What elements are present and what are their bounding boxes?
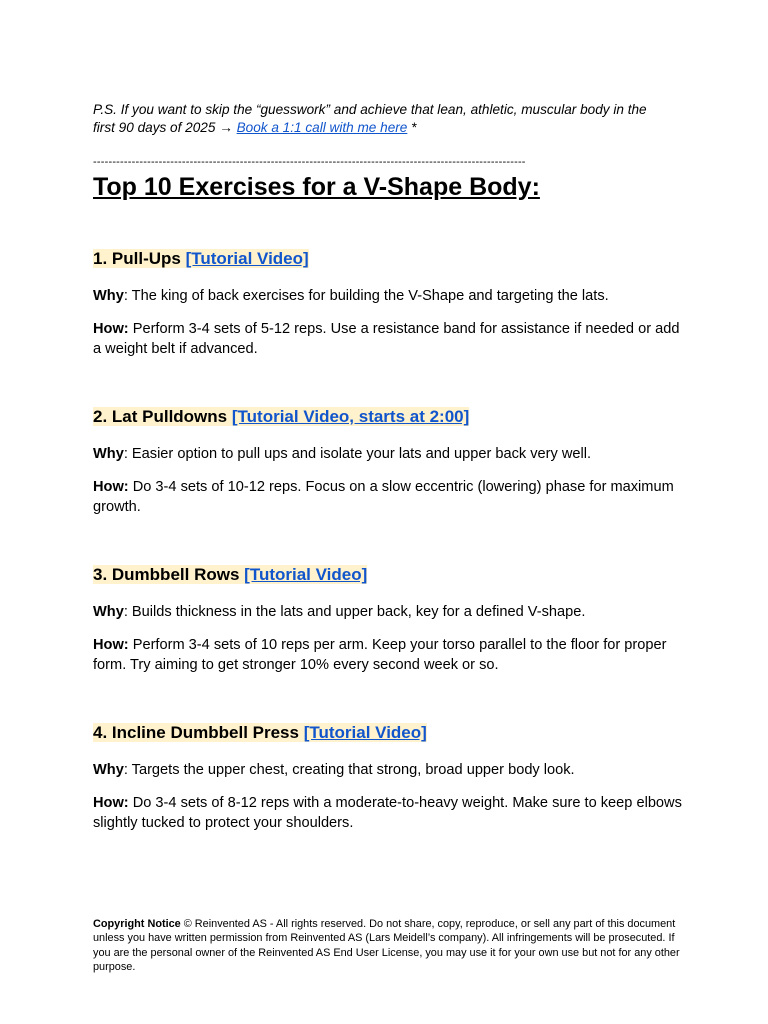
why-body-2: : Easier option to pull ups and isolate your lats and upper back very well. xyxy=(123,446,592,462)
how-text-4 xyxy=(93,793,683,833)
dashed-divider: ---------------------------------------------------------------------------------------------------------------- xyxy=(93,156,526,168)
how-body-4: Do 3-4 sets of 8-12 reps with a moderate-to-heavy weight. Make sure to keep elbows slightly tucked to protect your shoulders. xyxy=(93,795,682,831)
why-text-4 xyxy=(93,760,683,780)
how-body-2: Do 3-4 sets of 10-12 reps. Focus on a slow eccentric (lowering) phase for maximum growth. xyxy=(93,479,674,515)
exercise-heading-3 xyxy=(93,564,683,586)
tutorial-video-link-3[interactable]: [Tutorial Video] xyxy=(244,565,368,584)
why-text-1 xyxy=(93,286,683,306)
how-text-1 xyxy=(93,319,683,359)
exercise-heading-2 xyxy=(93,406,683,428)
exercise-heading-4 xyxy=(93,722,683,744)
copyright-notice xyxy=(93,917,683,975)
why-label-1: Why xyxy=(93,288,124,304)
why-text-2 xyxy=(93,444,683,464)
how-body-3: Perform 3-4 sets of 10 reps per arm. Keep your torso parallel to the floor for proper form. Try aiming to get stronger 10% every second week or so. xyxy=(93,637,667,673)
how-text-3 xyxy=(93,635,683,675)
how-label-3: How: xyxy=(93,637,129,653)
why-body-4: : Targets the upper chest, creating that strong, broad upper body look. xyxy=(123,762,575,778)
how-label-2: How: xyxy=(93,479,129,495)
tutorial-video-link-4[interactable]: [Tutorial Video] xyxy=(303,723,427,742)
exercise-title-2: 2. Lat Pulldowns xyxy=(93,407,228,426)
exercise-title-4: 4. Incline Dumbbell Press xyxy=(93,723,299,742)
exercise-section-4 xyxy=(93,722,683,831)
copyright-label: Copyright Notice xyxy=(93,917,181,930)
how-label-4: How: xyxy=(93,795,129,811)
exercise-section-3 xyxy=(93,564,683,673)
exercise-section-2 xyxy=(93,406,683,515)
copyright-text: © Reinvented AS - All rights reserved. Do not share, copy, reproduce, or sell any part of this document unless you have written permission from Reinvented AS (Lars Meidell’s company). All infringements will be prosecuted. If you are the personal owner of the Reinvented AS End User License, you may use it for your own use but not for any other purpose. xyxy=(93,917,680,974)
book-call-link[interactable]: Book a 1:1 call with me here xyxy=(236,119,408,135)
tutorial-video-link-2[interactable]: [Tutorial Video, starts at 2:00] xyxy=(231,407,470,426)
why-label-4: Why xyxy=(93,762,124,778)
exercise-section-1 xyxy=(93,248,683,357)
ps-note xyxy=(93,101,653,137)
how-text-2 xyxy=(93,477,683,517)
exercise-heading-1 xyxy=(93,248,683,270)
how-body-1: Perform 3-4 sets of 5-12 reps. Use a resistance band for assistance if needed or add a weight belt if advanced. xyxy=(93,321,680,357)
why-text-3 xyxy=(93,602,683,622)
exercise-title-1: 1. Pull-Ups xyxy=(93,249,181,268)
page-title: Top 10 Exercises for a V-Shape Body: xyxy=(93,173,540,201)
exercise-title-3: 3. Dumbbell Rows xyxy=(93,565,240,584)
why-body-3: : Builds thickness in the lats and upper back, key for a defined V-shape. xyxy=(123,604,586,620)
why-label-3: Why xyxy=(93,604,124,620)
why-label-2: Why xyxy=(93,446,124,462)
tutorial-video-link-1[interactable]: [Tutorial Video] xyxy=(185,249,309,268)
why-body-1: : The king of back exercises for building the V-Shape and targeting the lats. xyxy=(123,288,609,304)
how-label-1: How: xyxy=(93,321,129,337)
ps-suffix: * xyxy=(407,119,417,135)
ps-text: P.S. If you want to skip the “guesswork” and achieve that lean, athletic, muscular body in the first 90 days of 2025 → xyxy=(93,101,647,135)
